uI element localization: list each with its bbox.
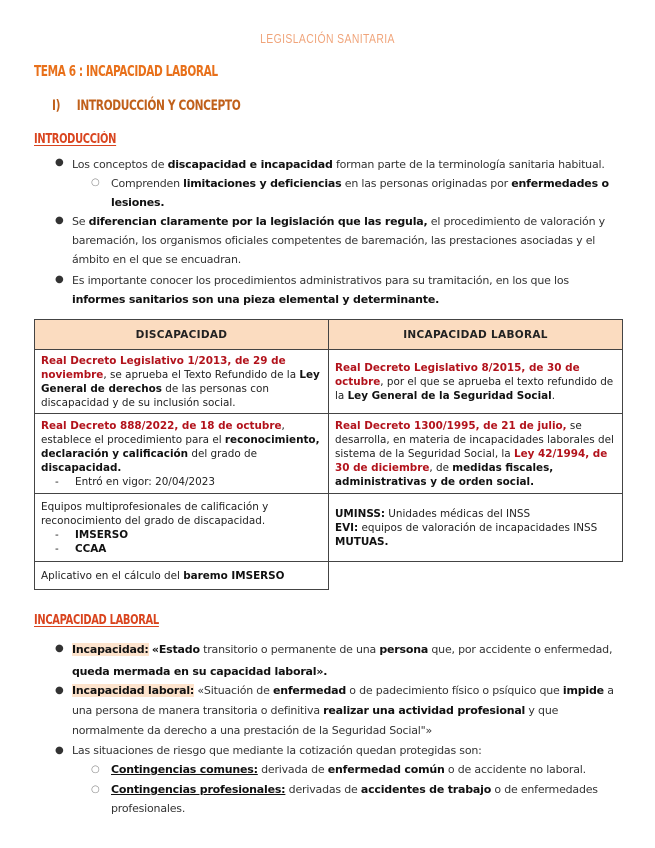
bullet-icon: ●: [55, 215, 64, 226]
bullet-icon: ●: [55, 643, 64, 654]
list-item: - CCAA: [55, 542, 322, 556]
table-cell: Equipos multiprofesionales de calificación y reconocimiento del grado de discapacidad. - IMSERSO - CCAA: [35, 494, 329, 562]
incapacidad-heading: INCAPACIDAD LABORAL: [34, 613, 159, 628]
intro-bullet-1: Los conceptos de discapacidad e incapacidad forman parte de la terminología sanitaria habitual.: [72, 158, 605, 171]
table-cell: Aplicativo en el cálculo del baremo IMSERSO: [35, 562, 329, 590]
incapacidad-bullet-2: Incapacidad laboral: «Situación de enfermedad o de padecimiento físico o psíquico que impide a una persona de manera transitoria o definitiva realizar una actividad profesional y que normalmente da derecho a una prestación de la Seguridad Social"»: [72, 684, 614, 737]
table-header-incapacidad: INCAPACIDAD LABORAL: [329, 320, 623, 350]
intro-bullet-3: Es importante conocer los procedimientos administrativos para su tramitación, en los que los informes sanitarios son una pieza elemental y determinante.: [72, 274, 569, 306]
section-heading: [52, 98, 240, 114]
incapacidad-bullet-1: Incapacidad: «Estado transitorio o permanente de una persona que, por accidente o enfermedad, queda mermada en su capacidad laboral».: [72, 643, 613, 678]
bullet-icon: ●: [55, 685, 64, 696]
intro-sub-bullet: Comprenden limitaciones y deficiencias en las personas originadas por enfermedades o lesiones.: [111, 177, 609, 209]
contingencias-profesionales: Contingencias profesionales: derivadas de accidentes de trabajo o de enfermedades profesionales.: [111, 783, 598, 815]
list-item: - IMSERSO: [55, 528, 322, 542]
circle-bullet-icon: ○: [91, 177, 100, 188]
list-item: - Entró en vigor: 20/04/2023: [55, 475, 322, 489]
intro-bullet-2: Se diferencian claramente por la legislación que las regula, el procedimiento de valoración y baremación, los organismos oficiales competentes de baremación, las prestaciones asociadas y el ámbito en el que se encuadran.: [72, 215, 605, 266]
bullet-icon: ●: [55, 274, 64, 285]
document-title: TEMA 6 : INCAPACIDAD LABORAL: [34, 62, 218, 80]
section-number: I): [52, 98, 61, 114]
bullet-icon: ●: [55, 745, 64, 756]
incapacidad-bullet-3: Las situaciones de riesgo que mediante la cotización quedan protegidas son:: [72, 744, 482, 757]
table-cell-empty: [329, 562, 623, 590]
table-cell: Real Decreto 1300/1995, de 21 de julio, se desarrolla, en materia de incapacidades laborales del sistema de la Seguridad Social, la Ley 42/1994, de 30 de diciembre, de medidas fiscales, administrativas y de orden social.: [329, 414, 623, 494]
comparison-table: [34, 319, 623, 590]
table-cell: Real Decreto Legislativo 8/2015, de 30 de octubre, por el que se aprueba el texto refundido de la Ley General de la Seguridad Social.: [329, 350, 623, 414]
bullet-icon: ●: [55, 157, 64, 168]
table-cell: Real Decreto Legislativo 1/2013, de 29 de noviembre, se aprueba el Texto Refundido de la Ley General de derechos de las personas con discapacidad y de su inclusión social.: [35, 350, 329, 414]
page-header: LEGISLACIÓN SANITARIA: [260, 31, 395, 46]
section-label: INTRODUCCIÓN Y CONCEPTO: [76, 98, 241, 114]
table-cell: UMINSS: Unidades médicas del INSS EVI: equipos de valoración de incapacidades INSS MUTUAS.: [329, 494, 623, 562]
table-header-discapacidad: DISCAPACIDAD: [35, 320, 329, 350]
table-cell: Real Decreto 888/2022, de 18 de octubre, establece el procedimiento para el reconocimiento, declaración y calificación del grado de discapacidad. - Entró en vigor: 20/04/2023: [35, 414, 329, 494]
contingencias-comunes: Contingencias comunes: derivada de enfermedad común o de accidente no laboral.: [111, 763, 586, 776]
circle-bullet-icon: ○: [91, 784, 100, 795]
introduccion-heading: INTRODUCCIÓN: [34, 132, 117, 147]
circle-bullet-icon: ○: [91, 764, 100, 775]
